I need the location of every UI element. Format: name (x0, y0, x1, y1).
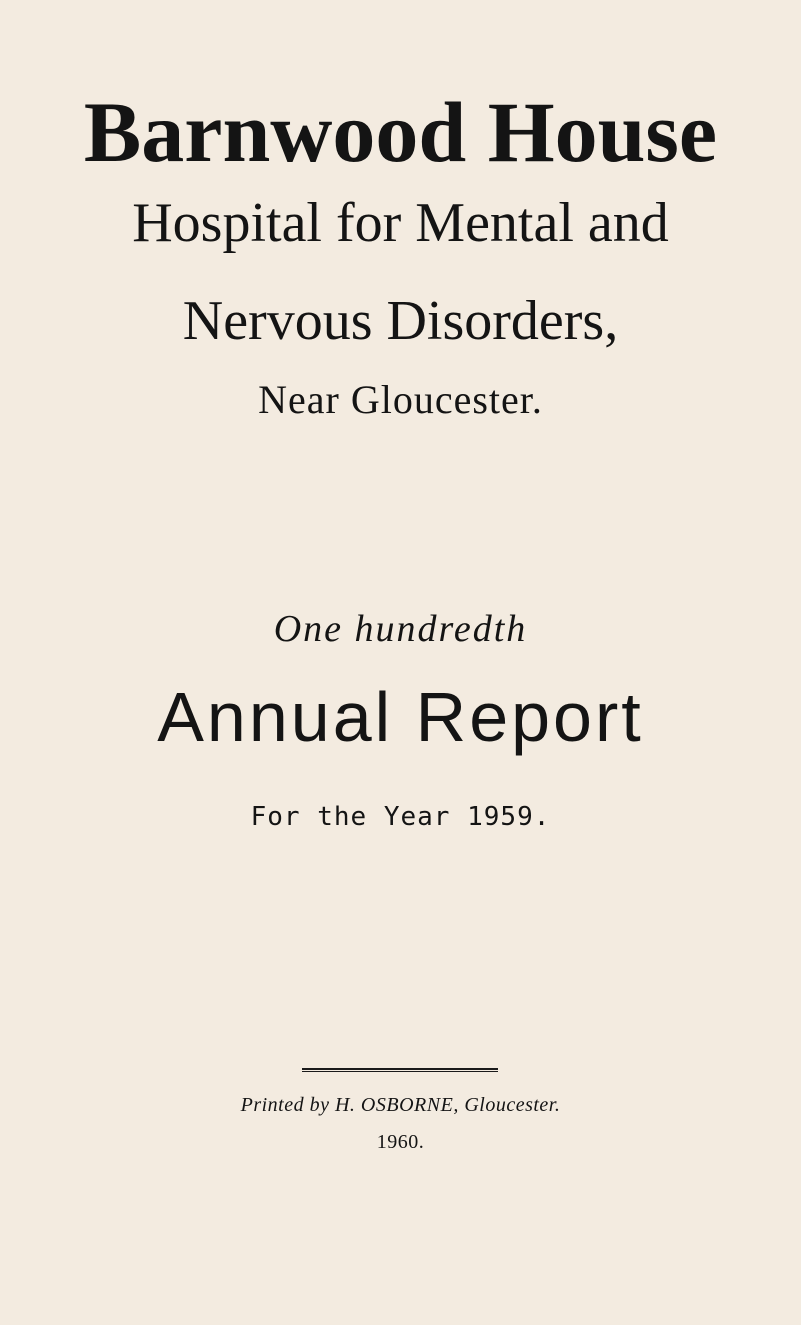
print-year: 1960. (376, 1131, 425, 1153)
report-ordinal: One hundredth (273, 608, 528, 650)
institution-title: Barnwood House (83, 84, 718, 180)
report-title: Annual Report (157, 678, 644, 756)
hospital-description-line-1: Hospital for Mental and (132, 192, 669, 254)
hospital-description-line-2: Nervous Disorders, (182, 290, 619, 352)
divider-rule (302, 1068, 498, 1072)
printer-imprint: Printed by H. OSBORNE, Gloucester. (240, 1094, 561, 1116)
report-year: For the Year 1959. (250, 802, 551, 832)
location-line: Near Gloucester. (258, 377, 543, 422)
